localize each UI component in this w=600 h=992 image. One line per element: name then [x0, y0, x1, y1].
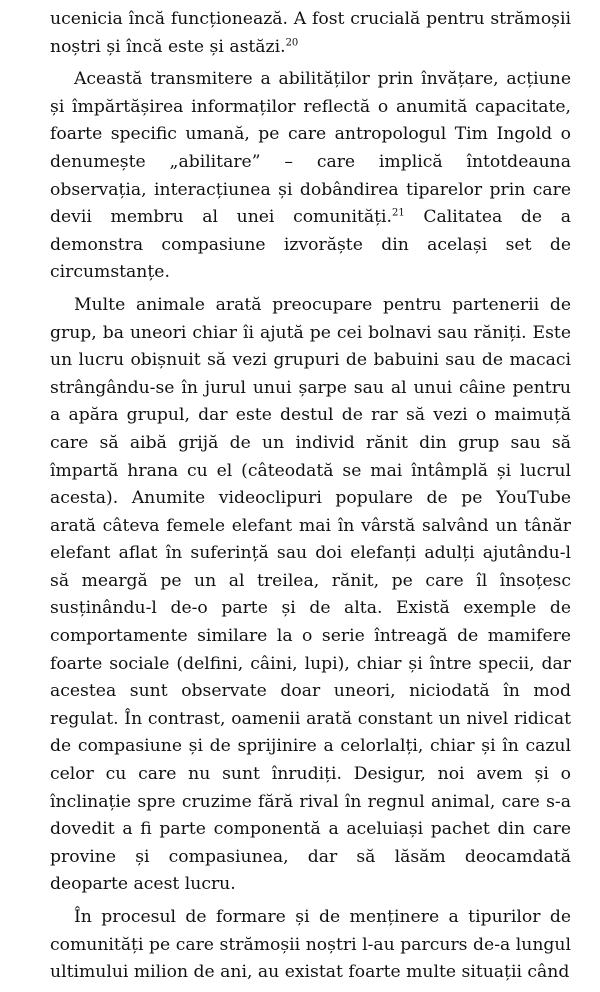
footnote-ref-21: 21	[392, 207, 405, 219]
paragraph-text: Această transmitere a abilităților prin învățare, acțiune și împărtășirea informaților reflectă o anumită capacitate, foarte specific umană, pe care antropologul Tim Ingold o denumește „abilitare” – care implică întotdeauna observația, interacțiunea și dobândirea tiparelor prin care devii membru al unei comunități.	[50, 69, 571, 228]
paragraph-animals	[50, 292, 571, 899]
paragraph-abilitare	[50, 66, 571, 287]
paragraph-text: Multe animale arată preocupare pentru partenerii de grup, ba uneori chiar îi ajută pe cei bolnavi sau răniți. Este un lucru obișnuit să vezi grupuri de babuini sau de macaci strângându-se în jurul unui șarpe sau al unui câine pentru a apăra grupul, dar este destul de rar să vezi o maimuță care să aibă grijă de un individ rănit din grup sau să împartă hrana cu el (câteodată se mai întâmplă și lucrul acesta). Anumite videoclipuri populare de pe YouTube arată câteva femele elefant mai în vârstă salvând un tânăr elefant aflat în suferință sau doi elefanți adulți ajutându-l să meargă pe un al treilea, rănit, pe care îl însoțesc susținându-l de-o parte și de alta. Există exemple de comportamente similare la o serie întreagă de mamifere foarte sociale (delfini, câini, lupi), chiar și între specii, dar acestea sunt observate doar uneori, niciodată în mod regulat. În contrast, oamenii arată constant un nivel ridicat de compasiune și de sprijinire a celorlalți, chiar și în cazul celor cu care nu sunt înrudiți. Desigur, noi avem și o înclinație spre cruzime fără rival în regnul animal, care s-a dovedit a fi parte componentă a aceluiași pachet din care provine și compasiunea, dar să lăsăm deocamdată deoparte acest lucru.	[50, 294, 571, 895]
paragraph-text: ucenicia încă funcționează. A fost crucială pentru strămoșii noștri și încă este și astăzi.	[50, 9, 571, 57]
footnote-ref-20: 20	[285, 36, 299, 48]
book-page	[50, 6, 571, 992]
paragraph-text: Calitatea de a demonstra compasiune izvorăște din același set de circumstanțe.	[50, 207, 571, 283]
paragraph-text: În procesul de formare și de menținere a tipurilor de comunități pe care strămoșii noștri l-au parcurs de-a lungul ultimului milion de ani, au existat foarte multe situații când	[50, 907, 571, 983]
paragraph-continuation	[50, 6, 571, 61]
paragraph-communities	[50, 904, 571, 987]
